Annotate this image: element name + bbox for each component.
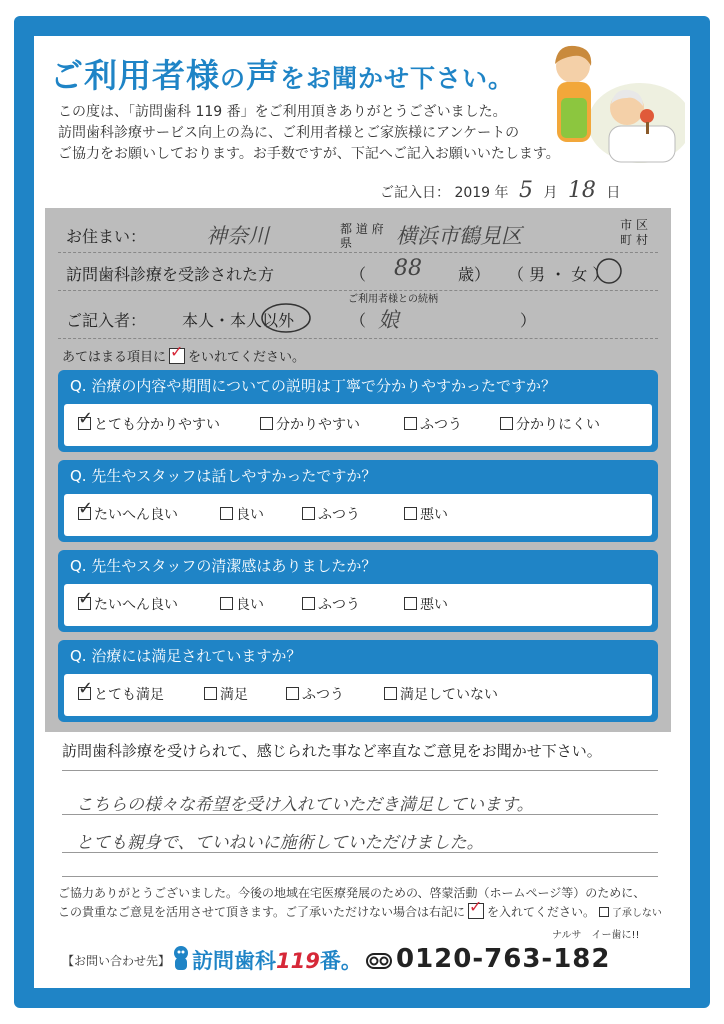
checkbox-icon — [220, 507, 233, 520]
q1-option-1[interactable]: ✓とても分かりやすい — [78, 414, 220, 434]
q4-option-4[interactable]: 満足していない — [384, 684, 498, 704]
brand-logo: 訪問歯科119番。 — [192, 949, 362, 973]
check-icon — [468, 903, 484, 919]
question-2-options — [64, 494, 652, 536]
checkbox-icon — [302, 507, 315, 520]
checkbox-checked-icon — [78, 597, 91, 610]
month-value: 5 — [519, 178, 533, 203]
comment-line — [62, 770, 658, 771]
footer-bar — [42, 930, 682, 980]
gender-circle-mark — [594, 256, 624, 286]
decline-checkbox[interactable] — [599, 907, 609, 917]
relation-value: 娘 — [378, 308, 399, 332]
address-row: お住まい： 神奈川 都 道 府県 横浜市鶴見区 市 区 町 村 — [58, 214, 658, 253]
red-check-icon — [169, 348, 185, 364]
q4-option-2[interactable]: 満足 — [204, 684, 248, 704]
phone-number[interactable]: 0120-763-182 — [396, 944, 611, 974]
phone-kana: ナルサ イー歯に!! — [552, 930, 640, 941]
q3-option-1[interactable]: ✓たいへん良い — [78, 594, 178, 614]
q1-option-3[interactable]: ふつう — [404, 414, 462, 434]
q4-option-1[interactable]: ✓とても満足 — [78, 684, 164, 704]
checkbox-icon — [500, 417, 513, 430]
question-1: Q. 治療の内容や期間についての説明は丁寧で分かりやすかったですか？ ✓とても分かりやすい 分かりやすい ふつう 分かりにくい — [58, 370, 658, 452]
entry-date: ご記入日： 2019 年 5 月 18 日 — [380, 178, 621, 203]
checkbox-icon — [404, 417, 417, 430]
q1-option-2[interactable]: 分かりやすい — [260, 414, 360, 434]
q3-option-4[interactable]: 悪い — [404, 594, 448, 614]
checkbox-icon — [260, 417, 273, 430]
checkbox-checked-icon — [78, 417, 91, 430]
checkbox-icon — [384, 687, 397, 700]
checkbox-icon — [404, 597, 417, 610]
q2-option-1[interactable]: ✓たいへん良い — [78, 504, 178, 524]
comment-line-2: とても親身で、ていねいに施術していただけました。 — [76, 833, 484, 853]
checkbox-checked-icon — [78, 507, 91, 520]
checkbox-checked-icon — [78, 687, 91, 700]
page-title: ご利用者様の声をお聞かせ下さい。 — [50, 56, 515, 95]
checkbox-icon — [404, 507, 417, 520]
prefecture-value: 神奈川 — [206, 224, 269, 248]
contact-label: 【お問い合わせ先】 — [62, 954, 171, 968]
checkbox-icon — [220, 597, 233, 610]
consent-note: ご協力ありがとうございました。今後の地域在宅医療発展のための、啓蒙活動（ホームページ等）のために、 この貴重なご意見を活用させて頂きます。ご了承いただけない場合は右記に✓ を入れてください。 了承しない — [58, 884, 662, 923]
comment-line-1: こちらの様々な希望を受け入れていただき満足しています。 — [76, 795, 534, 815]
q2-option-3[interactable]: ふつう — [302, 504, 360, 524]
q3-option-2[interactable]: 良い — [220, 594, 264, 614]
question-1-options — [64, 404, 652, 446]
free-dial-icon — [366, 952, 392, 970]
question-2: Q. 先生やスタッフは話しやすかったですか？ ✓たいへん良い 良い ふつう 悪い — [58, 460, 658, 542]
instruction-hint: あてはまる項目に✓ をいれてください。 — [62, 346, 305, 365]
q2-option-4[interactable]: 悪い — [404, 504, 448, 524]
mascot-icon — [170, 944, 192, 972]
question-4: Q. 治療には満足されていますか？ ✓とても満足 満足 ふつう 満足していない — [58, 640, 658, 722]
writer-row: ご記入者： 本人・本人以外 ご利用者様との続柄 （ 娘 ） — [58, 290, 658, 339]
city-value: 横浜市鶴見区 — [396, 224, 522, 248]
comment-label: 訪問歯科診療を受けられて、感じられた事など率直なご意見をお聞かせ下さい。 — [62, 742, 602, 760]
q4-option-3[interactable]: ふつう — [286, 684, 344, 704]
patient-row: 訪問歯科診療を受診された方 （ 88 歳） （ 男 ・ 女 ） — [58, 252, 658, 291]
question-3: Q. 先生やスタッフの清潔感はありましたか？ ✓たいへん良い 良い ふつう 悪い — [58, 550, 658, 632]
checkbox-icon — [302, 597, 315, 610]
question-3-options — [64, 584, 652, 626]
checkbox-icon — [286, 687, 299, 700]
question-4-options — [64, 674, 652, 716]
age-value: 88 — [394, 256, 422, 281]
checkbox-icon — [204, 687, 217, 700]
q1-option-4[interactable]: 分かりにくい — [500, 414, 600, 434]
comment-line — [62, 876, 658, 877]
q3-option-3[interactable]: ふつう — [302, 594, 360, 614]
comment-line — [62, 814, 658, 815]
q2-option-2[interactable]: 良い — [220, 504, 264, 524]
day-value: 18 — [567, 178, 596, 203]
comment-line — [62, 852, 658, 853]
intro-text: この度は、「訪問歯科 119 番」をご利用頂きありがとうございました。 訪問歯科診療サービス向上の為に、ご利用者様とご家族様にアンケートの ご協力をお願いしております。お手数ですが、下記へご記入お願いいたします。 — [58, 104, 560, 162]
writer-circle-mark — [256, 296, 316, 336]
